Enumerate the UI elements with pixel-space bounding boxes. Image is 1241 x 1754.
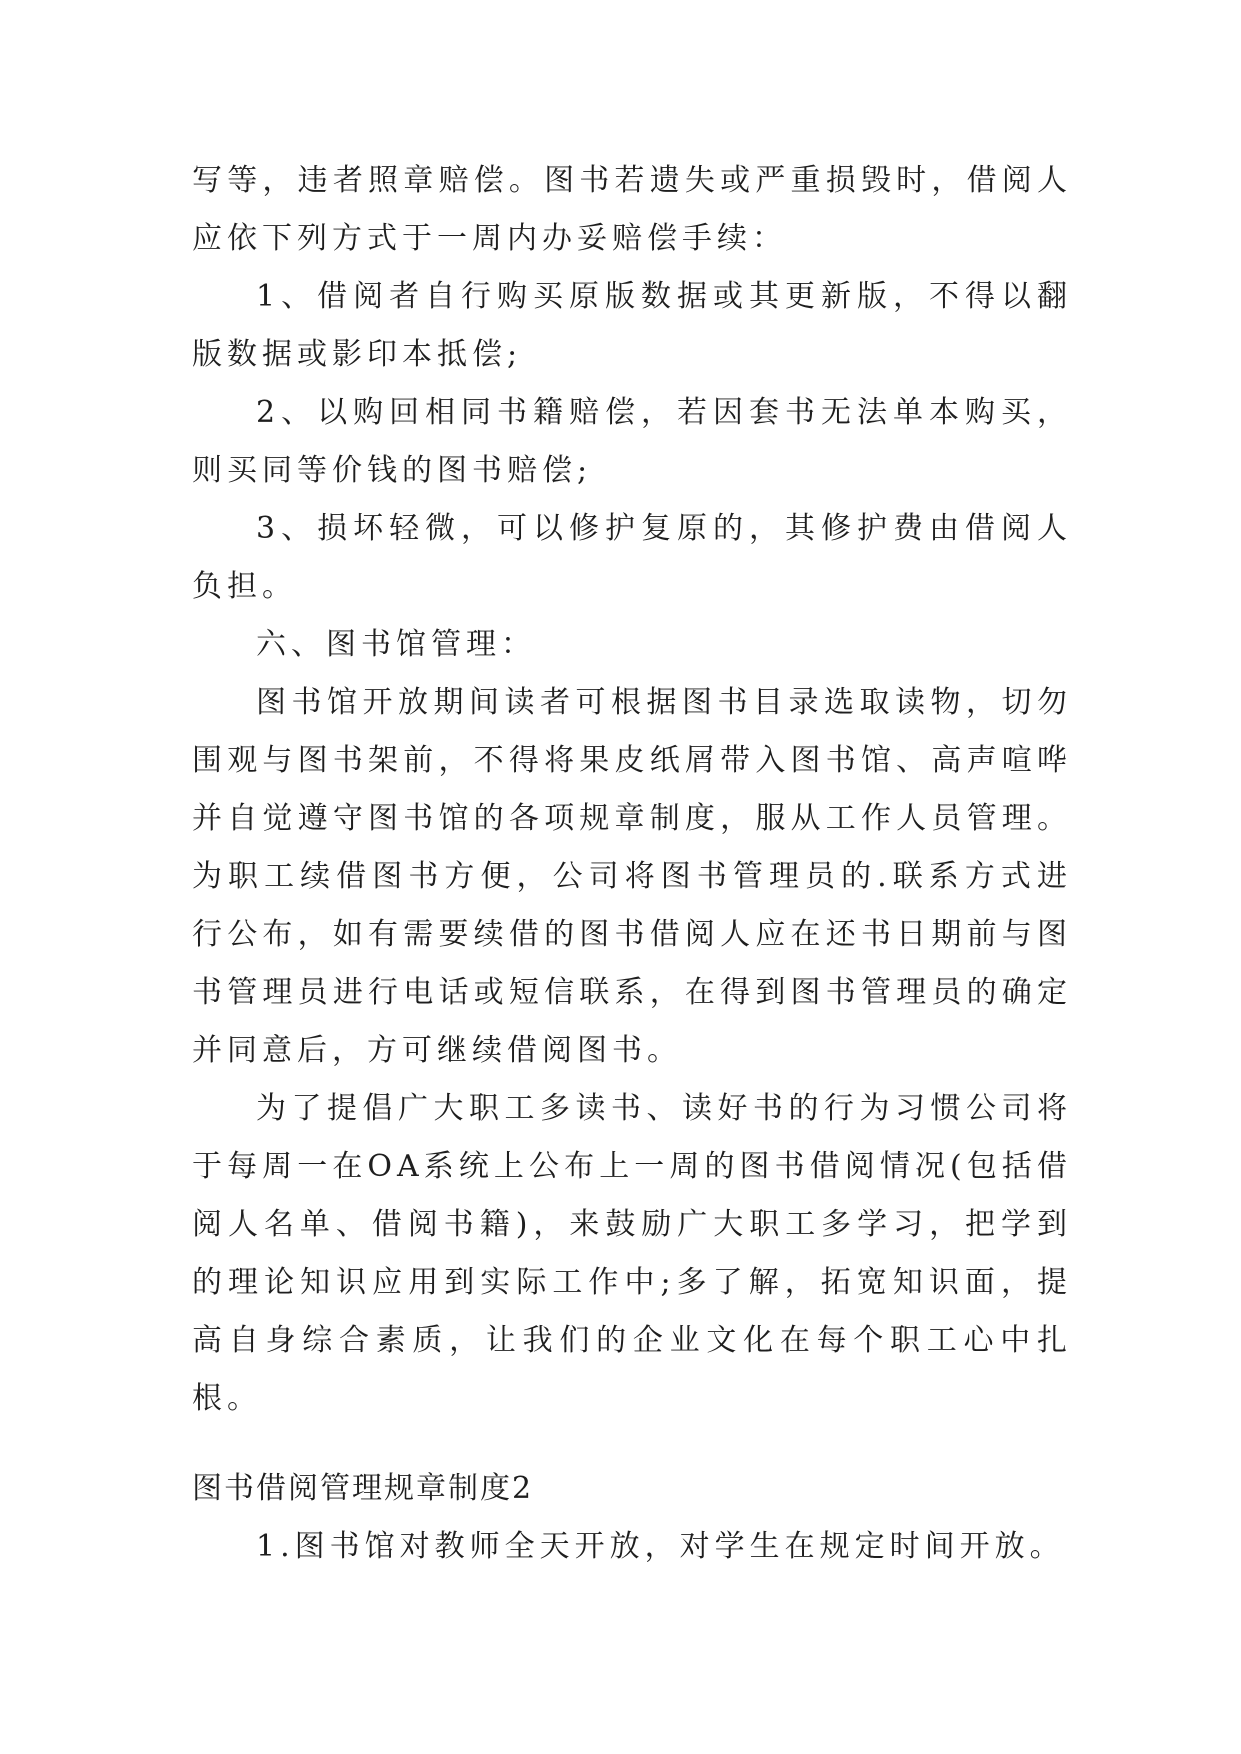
paragraph-library-rules: 图书馆开放期间读者可根据图书目录选取读物，切勿围观与图书架前，不得将果皮纸屑带入图书馆、高声喧哗并自觉遵守图书馆的各项规章制度，服从工作人员管理。为职工续借图书方便，公司将图书管理员的.联系方式进行公布，如有需要续借的图书借阅人应在还书日期前与图书管理员进行电话或短信联系，在得到图书管理员的确定并同意后，方可继续借阅图书。	[192, 685, 1072, 1068]
paragraph-item-2: 2、以购回相同书籍赔偿，若因套书无法单本购买，则买同等价钱的图书赔偿;	[192, 395, 1072, 488]
document-body	[192, 152, 1072, 1576]
section-heading-library-management: 六、图书馆管理：	[256, 627, 536, 662]
paragraph-reading-encouragement: 为了提倡广大职工多读书、读好书的行为习惯公司将于每周一在OA系统上公布上一周的图书借阅情况(包括借阅人名单、借阅书籍)，来鼓励广大职工多学习，把学到的理论知识应用到实际工作中;多了解，拓宽知识面，提高自身综合素质，让我们的企业文化在每个职工心中扎根。	[192, 1091, 1072, 1416]
section-spacer	[192, 1428, 1072, 1460]
paragraph-compensation-intro: 写等，违者照章赔偿。图书若遗失或严重损毁时，借阅人应依下列方式于一周内办妥赔偿手续：	[192, 163, 1072, 256]
paragraph-item-1: 1、借阅者自行购买原版数据或其更新版，不得以翻版数据或影印本抵偿;	[192, 279, 1072, 372]
paragraph-item-3: 3、损坏轻微，可以修护复原的，其修护费由借阅人负担。	[192, 511, 1072, 604]
section-title: 图书借阅管理规章制度2	[192, 1471, 534, 1506]
paragraph-opening-hours: 1.图书馆对教师全天开放，对学生在规定时间开放。	[256, 1529, 1065, 1564]
